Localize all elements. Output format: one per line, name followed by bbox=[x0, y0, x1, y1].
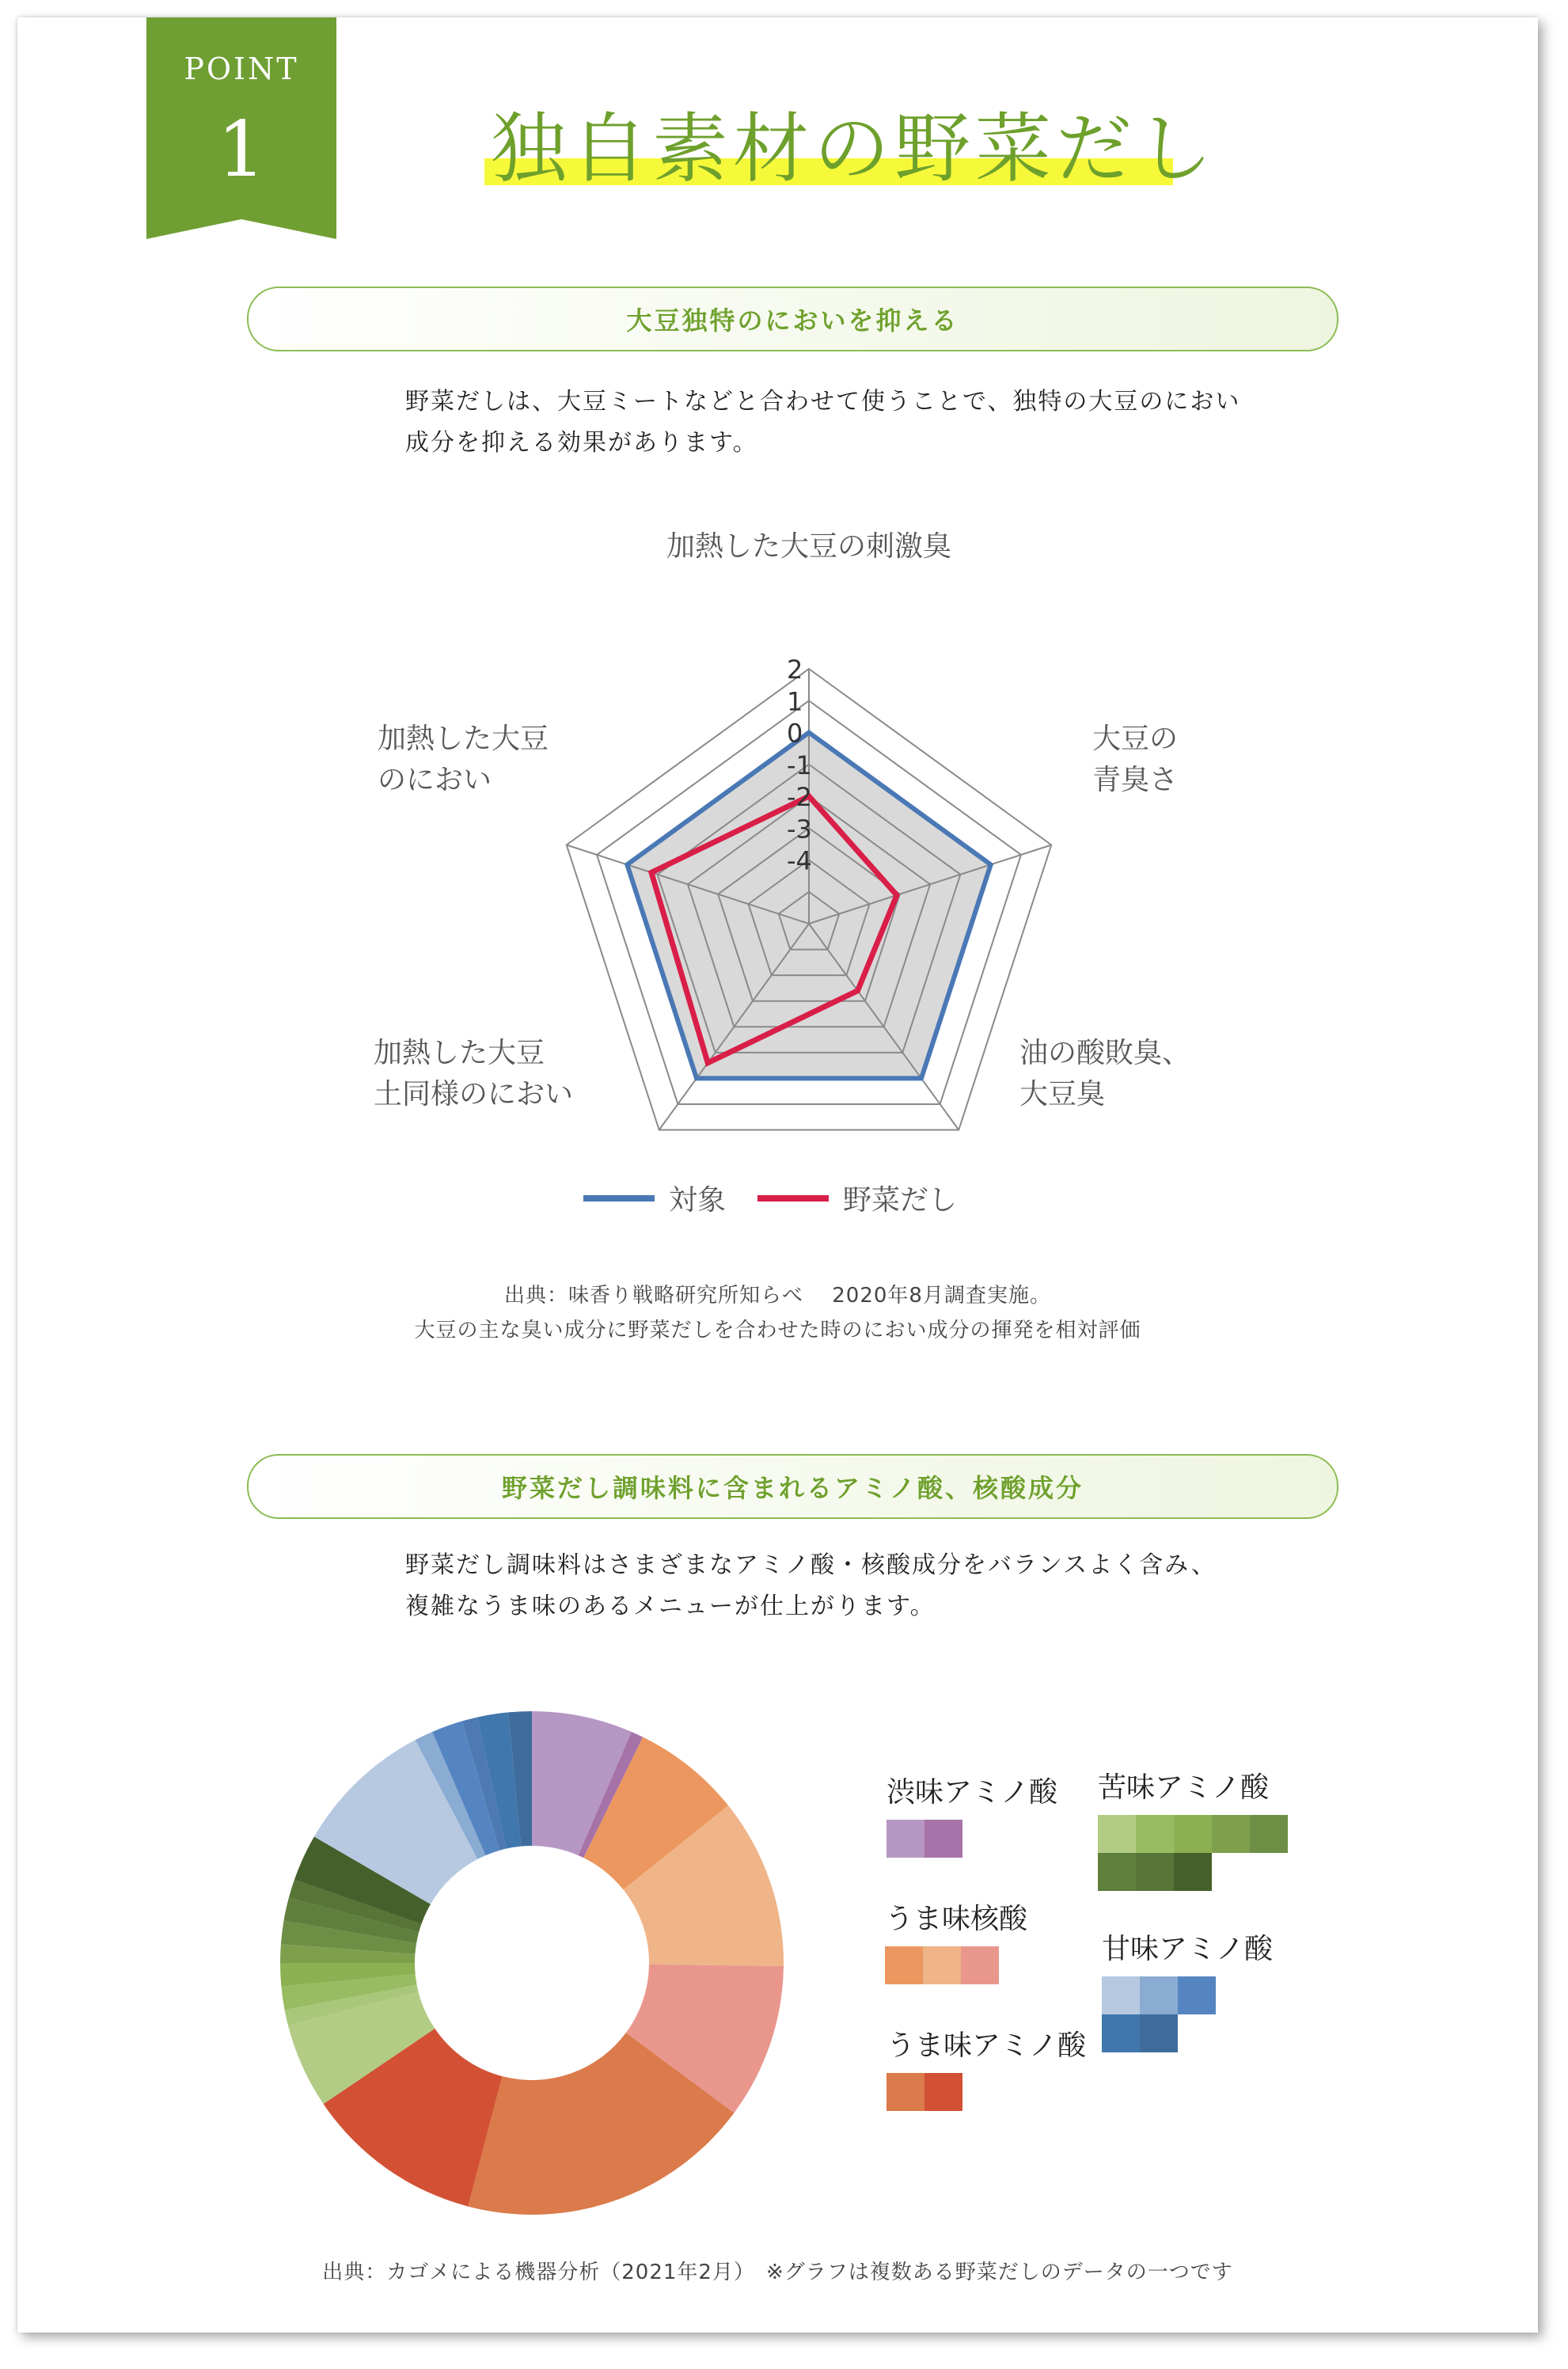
legend-color-swatch bbox=[887, 1820, 924, 1858]
legend-swatch-target bbox=[583, 1195, 655, 1202]
legend-item-target bbox=[583, 1178, 726, 1218]
radar-axis-label-line: 油の酸敗臭、 bbox=[1019, 1037, 1191, 1069]
legend-group-bitter bbox=[1098, 1765, 1288, 1891]
legend-group-sweet bbox=[1102, 1927, 1273, 2052]
legend-color-swatch bbox=[1140, 1976, 1178, 2014]
legend-label-target: 対象 bbox=[669, 1184, 727, 1217]
legend-color-swatch bbox=[1098, 1815, 1136, 1853]
legend-color-swatch bbox=[885, 1946, 923, 1984]
legend-group-umami-nucleotide bbox=[885, 1896, 1027, 1984]
radar-axis-label bbox=[1019, 1037, 1190, 1110]
legend-title: 苦味アミノ酸 bbox=[1098, 1771, 1270, 1804]
legend-color-swatch bbox=[924, 2073, 962, 2111]
section1-heading: 大豆独特のにおいを抑える bbox=[247, 287, 1338, 351]
radar-tick-label: -1 bbox=[787, 750, 812, 780]
section1-para-line: 成分を抑える効果があります。 bbox=[405, 429, 758, 457]
radar-axis-label bbox=[378, 723, 549, 796]
radar-legend bbox=[17, 1178, 1538, 1217]
legend-title: うま味アミノ酸 bbox=[887, 2029, 1087, 2062]
radar-tick-label: 1 bbox=[787, 686, 803, 717]
legend-color-swatch bbox=[923, 1946, 961, 1984]
radar-axis-label-line: 大豆臭 bbox=[1019, 1078, 1106, 1110]
radar-tick-label: 2 bbox=[787, 655, 803, 685]
legend-color-swatch bbox=[1212, 1815, 1250, 1853]
legend-color-swatch bbox=[1174, 1853, 1212, 1891]
radar-axis-label-line: 大豆の bbox=[1092, 723, 1179, 755]
badge-number: 1 bbox=[217, 105, 266, 194]
radar-axis-label-line: 加熱した大豆 bbox=[374, 1037, 545, 1069]
legend-swatches bbox=[887, 1820, 966, 1858]
section2-para-line: 野菜だし調味料はさまざまなアミノ酸・核酸成分をバランスよく含み、 bbox=[405, 1551, 1217, 1579]
main-title bbox=[476, 89, 1217, 199]
legend-color-swatch bbox=[1140, 2014, 1178, 2052]
legend-title: 甘味アミノ酸 bbox=[1102, 1933, 1274, 1965]
legend-swatches bbox=[885, 1946, 1004, 1984]
legend-item-vegetable-dashi bbox=[757, 1178, 957, 1218]
legend-swatches bbox=[1102, 1976, 1221, 2052]
section1-paragraph bbox=[405, 382, 1240, 464]
radar-axis-label bbox=[374, 1037, 573, 1110]
radar-axis-label-line: 加熱した大豆 bbox=[378, 723, 549, 755]
legend-color-swatch bbox=[887, 2073, 924, 2111]
badge-label: POINT bbox=[184, 51, 299, 86]
section1-source-line: 大豆の主な臭い成分に野菜だしを合わせた時のにおい成分の揮発を相対評価 bbox=[414, 1319, 1141, 1342]
radar-chart bbox=[334, 524, 1268, 1221]
legend-swatches bbox=[1098, 1815, 1288, 1891]
legend-color-swatch bbox=[1136, 1853, 1174, 1891]
section2-paragraph bbox=[405, 1545, 1217, 1627]
radar-axis-label bbox=[666, 530, 951, 563]
legend-group-umami-amino bbox=[887, 2023, 1086, 2111]
radar-axis-label-line: のにおい bbox=[378, 764, 492, 796]
legend-color-swatch bbox=[1102, 2014, 1140, 2052]
section1-para-line: 野菜だしは、大豆ミートなどと合わせて使うことで、独特の大豆のにおい bbox=[405, 388, 1241, 416]
radar-axis-label bbox=[1092, 723, 1178, 796]
legend-color-swatch bbox=[1098, 1853, 1136, 1891]
section2-heading: 野菜だし調味料に含まれるアミノ酸、核酸成分 bbox=[247, 1454, 1338, 1519]
legend-color-swatch bbox=[1174, 1815, 1212, 1853]
radar-axis-label-line: 青臭さ bbox=[1092, 764, 1179, 796]
legend-swatch-vegetable-dashi bbox=[757, 1195, 829, 1202]
section2-para-line: 複雑なうま味のあるメニューが仕上がります。 bbox=[405, 1593, 936, 1620]
radar-tick-label: -3 bbox=[787, 814, 812, 845]
section2-source: 出典：カゴメによる機器分析（2021年2月） ※グラフは複数ある野菜だしのデータの一つです bbox=[322, 2261, 1233, 2284]
legend-color-swatch bbox=[924, 1820, 962, 1858]
section1-source-line: 出典：味香り戦略研究所知らべ 2020年8月調査実施。 bbox=[504, 1284, 1051, 1308]
legend-color-swatch bbox=[1178, 1976, 1216, 2014]
radar-axis-label-line: 加熱した大豆の刺激臭 bbox=[666, 530, 952, 563]
point-ribbon-badge bbox=[146, 17, 348, 255]
legend-title: 渋味アミノ酸 bbox=[887, 1776, 1058, 1809]
legend-label-vegetable-dashi: 野菜だし bbox=[843, 1184, 958, 1217]
donut-chart bbox=[263, 1694, 801, 2232]
radar-tick-label: 0 bbox=[787, 718, 803, 749]
legend-color-swatch bbox=[1136, 1815, 1174, 1853]
legend-color-swatch bbox=[961, 1946, 999, 1984]
legend-color-swatch bbox=[1250, 1815, 1288, 1853]
legend-group-astringent bbox=[887, 1770, 1057, 1858]
legend-color-swatch bbox=[1102, 1976, 1140, 2014]
document-page bbox=[17, 17, 1538, 2333]
radar-tick-label: -2 bbox=[787, 782, 812, 812]
title-text: 独自素材の野菜だし bbox=[491, 104, 1217, 193]
radar-tick-label: -4 bbox=[787, 845, 812, 876]
radar-axis-label-line: 土同様のにおい bbox=[374, 1078, 574, 1110]
legend-swatches bbox=[887, 2073, 966, 2111]
legend-title: うま味核酸 bbox=[885, 1903, 1028, 1935]
